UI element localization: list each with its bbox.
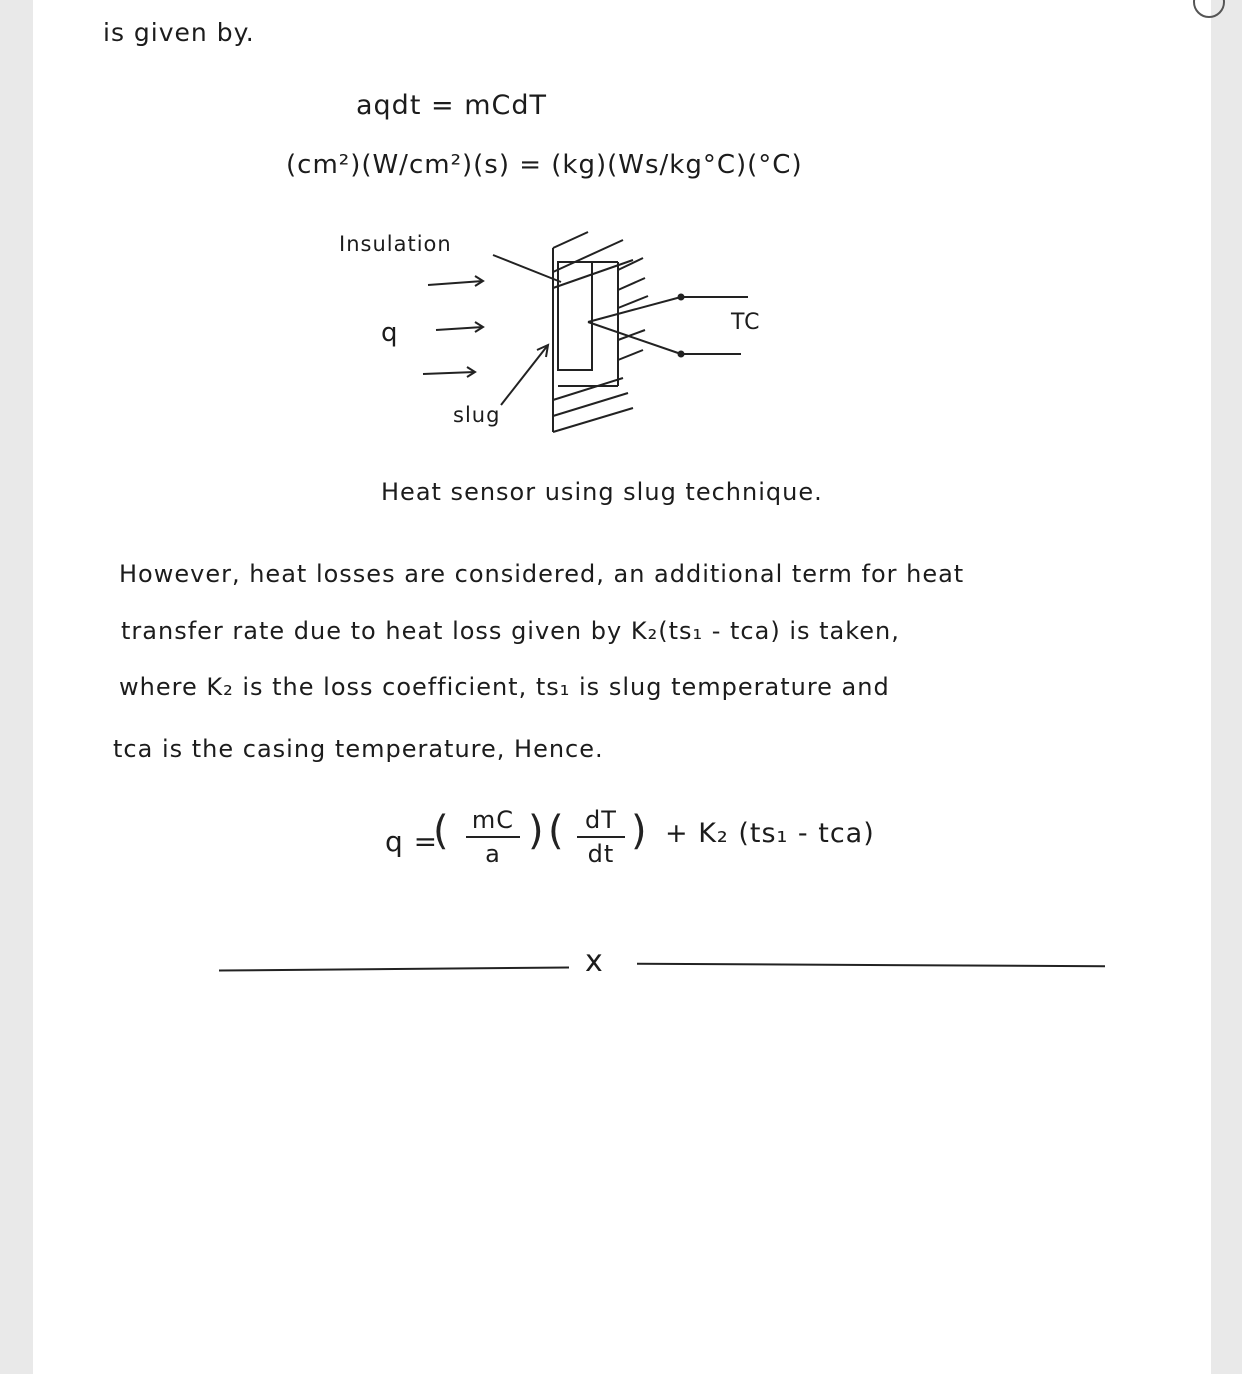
paren-close-2: )	[631, 808, 648, 854]
fraction-dT-over-dt	[571, 806, 631, 868]
fraction-mc-over-a	[458, 806, 528, 868]
tc-label: TC	[731, 310, 761, 335]
frac2-denominator: dt	[587, 840, 615, 868]
header-fragment: is given by.	[103, 18, 255, 47]
final-eq-rest: + K₂ (ts₁ - tca)	[665, 818, 875, 849]
final-eq-lhs: q =	[385, 825, 439, 858]
energy-balance-equation: aqdt = mCdT	[356, 90, 547, 121]
frac1-denominator: a	[485, 840, 501, 868]
slug-sensor-diagram	[33, 0, 1211, 460]
slug-label: slug	[453, 403, 501, 427]
paragraph-line-4: tca is the casing temperature, Hence.	[113, 735, 604, 763]
paren-open-2: (	[548, 808, 565, 854]
paragraph-line-2: transfer rate due to heat loss given by K₂(ts₁ - tca) is taken,	[121, 617, 900, 645]
end-rule-right	[637, 963, 1105, 967]
end-mark: x	[585, 944, 604, 979]
insulation-label: Insulation	[339, 232, 452, 256]
units-equation: (cm²)(W/cm²)(s) = (kg)(Ws/kg°C)(°C)	[286, 150, 803, 180]
paragraph-line-3: where K₂ is the loss coefficient, ts₁ is slug temperature and	[119, 673, 890, 701]
frac2-numerator: dT	[585, 806, 617, 834]
end-rule-left	[219, 966, 569, 971]
paren-open-1: (	[433, 808, 450, 854]
paragraph-line-1: However, heat losses are considered, an additional term for heat	[119, 560, 965, 588]
frac1-numerator: mC	[471, 806, 515, 834]
q-label: q	[381, 318, 399, 348]
diagram-caption: Heat sensor using slug technique.	[381, 478, 823, 506]
paren-close-1: )	[528, 808, 545, 854]
notebook-page	[33, 0, 1211, 1374]
